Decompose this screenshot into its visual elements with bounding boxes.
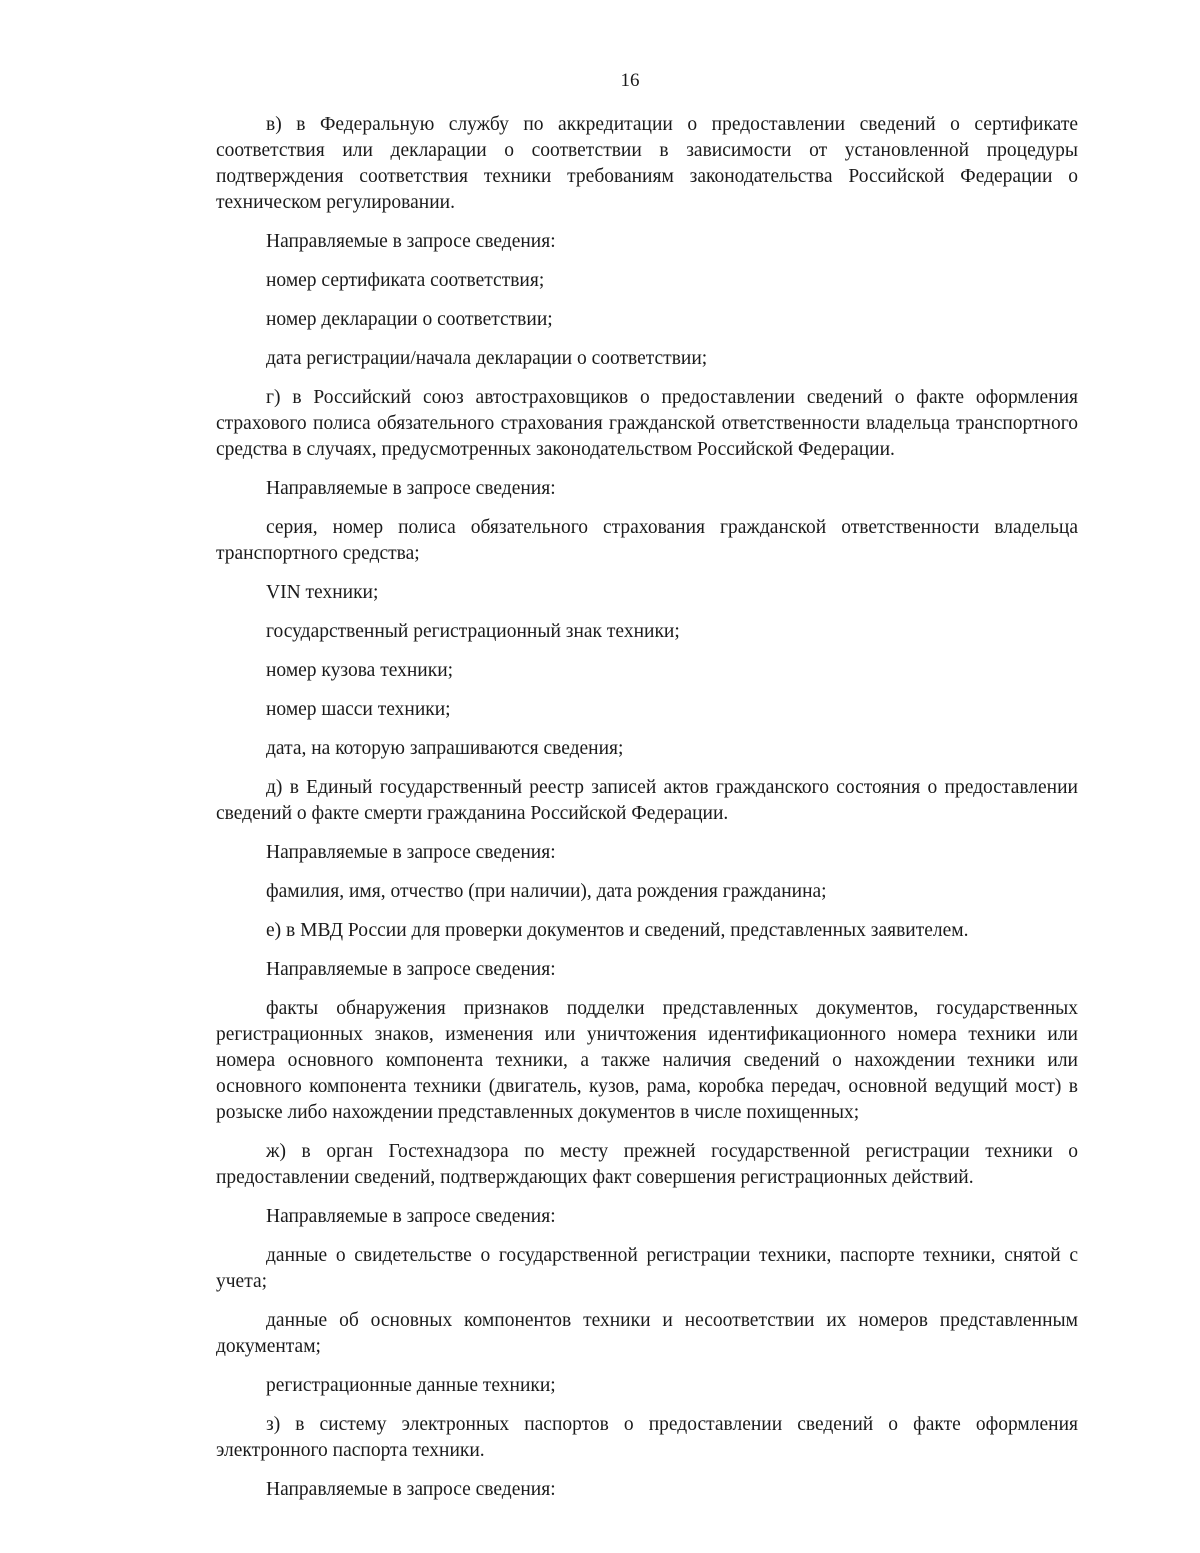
requested-info-heading: Направляемые в запросе сведения: xyxy=(266,478,556,499)
paragraph-z-electronic-passports: з) в систему электронных паспортов о предоставлении сведений о факте оформления электронного паспорта техники. xyxy=(216,1414,1078,1461)
document-body xyxy=(216,112,1078,1503)
list-item: номер шасси техники; xyxy=(266,699,451,720)
list-item: государственный регистрационный знак техники; xyxy=(266,621,680,642)
requested-info-heading: Направляемые в запросе сведения: xyxy=(266,231,556,252)
paragraph-v-accreditation: в) в Федеральную службу по аккредитации о предоставлении сведений о сертификате соответствия или декларации о соответствии в зависимости от установленной процедуры подтверждения соответствия техники требованиям законодательства Российской Федерации о техническом регулировании. xyxy=(216,114,1078,213)
requested-info-heading: Направляемые в запросе сведения: xyxy=(266,1206,556,1227)
page-number: 16 xyxy=(620,70,640,91)
list-item: VIN техники; xyxy=(266,582,379,603)
list-item: номер сертификата соответствия; xyxy=(266,270,545,291)
paragraph-d-civil-registry: д) в Единый государственный реестр записей актов гражданского состояния о предоставлении сведений о факте смерти гражданина Российской Федерации. xyxy=(216,777,1078,824)
list-item: данные о свидетельстве о государственной регистрации техники, паспорте техники, снятой с учета; xyxy=(216,1245,1078,1292)
list-item: данные об основных компонентов техники и несоответствии их номеров представленным документам; xyxy=(216,1310,1078,1357)
requested-info-heading: Направляемые в запросе сведения: xyxy=(266,842,556,863)
list-item: фамилия, имя, отчество (при наличии), дата рождения гражданина; xyxy=(266,881,827,902)
list-item: серия, номер полиса обязательного страхования гражданской ответственности владельца транспортного средства; xyxy=(216,517,1078,564)
list-item: номер декларации о соответствии; xyxy=(266,309,553,330)
paragraph-e-mvd: е) в МВД России для проверки документов и сведений, представленных заявителем. xyxy=(266,920,969,941)
list-item: дата, на которую запрашиваются сведения; xyxy=(266,738,624,759)
requested-info-heading: Направляемые в запросе сведения: xyxy=(266,959,556,980)
list-item: номер кузова техники; xyxy=(266,660,454,681)
list-item: факты обнаружения признаков подделки представленных документов, государственных регистрационных знаков, изменения или уничтожения идентификационного номера техники или номера основного компонента техники, а также наличия сведений о нахождении техники или основного компонента техники (двигатель, кузов, рама, коробка передач, основной ведущий мост) в розыске либо нахождении представленных документов в числе похищенных; xyxy=(216,998,1078,1123)
list-item: дата регистрации/начала декларации о соответствии; xyxy=(266,348,708,369)
paragraph-zh-gostekhnadzor: ж) в орган Гостехнадзора по месту прежней государственной регистрации техники о предоставлении сведений, подтверждающих факт совершения регистрационных действий. xyxy=(216,1141,1078,1188)
requested-info-heading: Направляемые в запросе сведения: xyxy=(266,1479,556,1500)
list-item: регистрационные данные техники; xyxy=(266,1375,556,1396)
paragraph-g-insurers: г) в Российский союз автостраховщиков о предоставлении сведений о факте оформления страхового полиса обязательного страхования гражданской ответственности владельца транспортного средства в случаях, предусмотренных законодательством Российской Федерации. xyxy=(216,387,1078,460)
